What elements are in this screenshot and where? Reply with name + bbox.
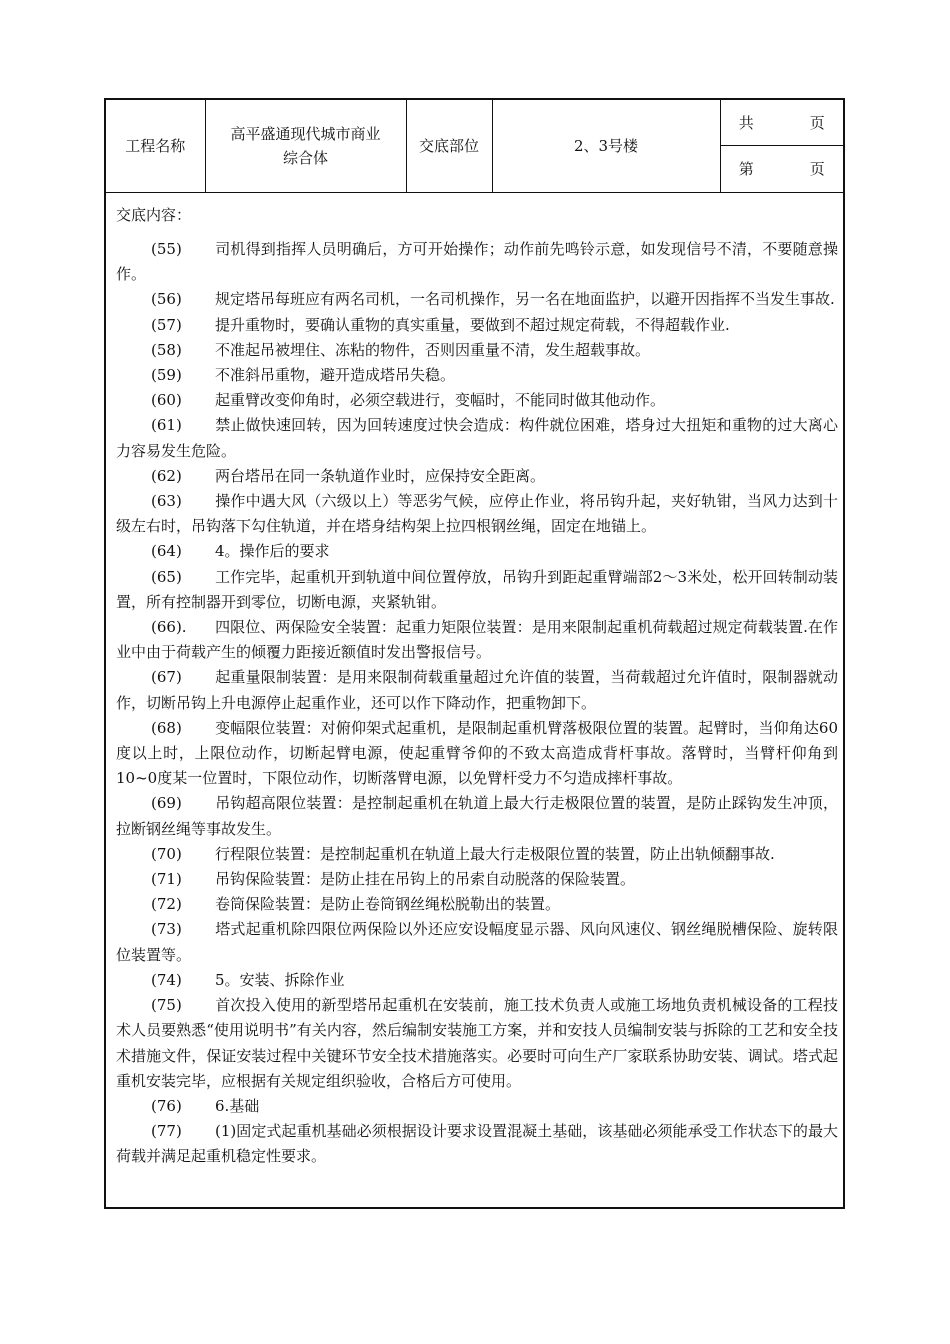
item-text: 6.基础 xyxy=(215,1096,260,1115)
item-number: (56) xyxy=(151,290,182,309)
item-text: 不准起吊被埋住、冻粘的物件，否则因重量不清，发生超载事故。 xyxy=(215,340,651,359)
item-text: 起重臂改变仰角时，必须空载进行，变幅时，不能同时做其他动作。 xyxy=(215,391,666,410)
item-text: 操作中遇大风（六级以上）等恶劣气候，应停止作业，将吊钩升起，夹好轨钳，当风力达到十级左右时，吊钩落下勾住轨道，并在塔身结构架上拉四根钢丝绳，固定在地锚上。 xyxy=(116,492,838,536)
list-item xyxy=(116,968,838,993)
list-item xyxy=(116,338,838,363)
item-number: (69) xyxy=(151,794,182,813)
list-item xyxy=(116,287,838,312)
list-item xyxy=(116,665,838,715)
location-value: 2、3号楼 xyxy=(492,100,720,193)
item-text: 两台塔吊在同一条轨道作业时，应保持安全距离。 xyxy=(215,466,546,485)
item-number: (77) xyxy=(151,1122,182,1141)
item-number: (70) xyxy=(151,844,182,863)
item-number: (62) xyxy=(151,466,182,485)
item-number: (65) xyxy=(151,567,182,586)
list-item xyxy=(116,489,838,539)
item-text: (1)固定式起重机基础必须根据设计要求设置混凝土基础，该基础必须能承受工作状态下的最大荷载并满足起重机稳定性要求。 xyxy=(116,1122,838,1166)
item-number: (55) xyxy=(151,240,182,258)
disclosure-sheet xyxy=(104,98,845,1209)
item-text: 首次投入使用的新型塔吊起重机在安装前，施工技术负责人或施工场地负责机械设备的工程技术人员要熟悉“使用说明书”有关内容，然后编制安装施工方案，并和安技人员编制安装与拆除的工艺和安全技术措施文件，保证安装过程中关键环节安全技术措施落实。必要时可向生产厂家联系协助安装、调试。塔式起重机安装完毕，应根据有关规定组织验收，合格后方可使用。 xyxy=(116,996,838,1090)
header-table xyxy=(106,100,843,193)
list-item xyxy=(116,237,838,287)
item-text: 5。安装、拆除作业 xyxy=(215,970,345,989)
item-text: 不准斜吊重物，避开造成塔吊失稳。 xyxy=(215,366,456,385)
page-number-cell: 第 页 xyxy=(720,146,843,193)
location-label: 交底部位 xyxy=(406,100,492,193)
item-number: (57) xyxy=(151,315,182,334)
item-text: 行程限位装置：是控制起重机在轨道上最大行走极限位置的装置，防止出轨倾翻事故. xyxy=(215,844,775,863)
list-item xyxy=(116,993,838,1094)
item-number: (60) xyxy=(151,391,182,410)
item-text: 司机得到指挥人员明确后，方可开始操作；动作前先鸣铃示意，如发现信号不清，不要随意操作。 xyxy=(116,240,838,284)
item-number: (76) xyxy=(151,1096,182,1115)
disclosure-content xyxy=(116,203,838,1170)
list-item xyxy=(116,615,838,665)
item-text: 工作完毕，起重机开到轨道中间位置停放，吊钩升到距起重臂端部2～3米处，松开回转制动装置，所有控制器开到零位，切断电源，夹紧轨钳。 xyxy=(116,567,838,611)
list-item xyxy=(116,413,838,463)
list-item xyxy=(116,867,838,892)
item-text: 禁止做快速回转，因为回转速度过快会造成：构件就位困难，塔身过大扭矩和重物的过大离心力容易发生危险。 xyxy=(116,416,838,460)
list-item xyxy=(116,539,838,564)
item-number: (58) xyxy=(151,340,182,359)
item-number: (64) xyxy=(151,542,182,561)
list-item xyxy=(116,1119,838,1169)
list-item xyxy=(116,1094,838,1119)
item-text: 4。操作后的要求 xyxy=(215,542,330,561)
item-number: (71) xyxy=(151,870,182,889)
item-text: 卷筒保险装置：是防止卷筒钢丝绳松脱勒出的装置。 xyxy=(215,895,561,914)
project-name-value: 高平盛通现代城市商业综合体 xyxy=(205,100,406,193)
item-text: 吊钩保险装置：是防止挂在吊钩上的吊索自动脱落的保险装置。 xyxy=(215,870,636,889)
item-number: (63) xyxy=(151,492,182,511)
item-number: (68) xyxy=(151,718,182,737)
item-number: (73) xyxy=(151,920,182,939)
item-number: (59) xyxy=(151,366,182,385)
item-text: 吊钩超高限位装置：是控制起重机在轨道上最大行走极限位置的装置，是防止踩钩发生冲顶，拉断钢丝绳等事故发生。 xyxy=(116,794,838,838)
list-item xyxy=(116,313,838,338)
item-text: 规定塔吊每班应有两名司机，一名司机操作，另一名在地面监护，以避开因指挥不当发生事故. xyxy=(215,290,835,309)
list-item xyxy=(116,464,838,489)
item-number: (61) xyxy=(151,416,182,435)
item-number: (67) xyxy=(151,668,182,687)
total-pages-cell: 共 页 xyxy=(720,100,843,146)
list-item xyxy=(116,565,838,615)
item-text: 起重量限制装置：是用来限制荷载重量超过允许值的装置，当荷载超过允许值时，限制器就动作，切断吊钩上升电源停止起重作业，还可以作下降动作，把重物卸下。 xyxy=(116,668,838,712)
item-number: (74) xyxy=(151,970,182,989)
item-number: (72) xyxy=(151,895,182,914)
item-text: 提升重物时，要确认重物的真实重量，要做到不超过规定荷载，不得超载作业. xyxy=(215,315,730,334)
item-text: 四限位、两保险安全装置：起重力矩限位装置：是用来限制起重机荷载超过规定荷载装置.在作业中由于荷载产生的倾覆力距接近额值时发出警报信号。 xyxy=(116,618,838,662)
item-text: 塔式起重机除四限位两保险以外还应安设幅度显示器、风向风速仪、钢丝绳脱槽保险、旋转限位装置等。 xyxy=(116,920,838,964)
item-number: (75) xyxy=(151,996,182,1015)
item-number: (66). xyxy=(151,618,187,637)
list-item xyxy=(116,917,838,967)
item-text: 变幅限位装置：对俯仰架式起重机，是限制起重机臂落极限位置的装置。起臂时，当仰角达60度以上时，上限位动作，切断起臂电源，使起重臂爷仰的不致太高造成背杆事故。落臂时，当臂杆仰角到10~0度某一位置时，下限位动作，切断落臂电源，以免臂杆受力不匀造成摔杆事故。 xyxy=(116,718,838,788)
content-label: 交底内容： xyxy=(116,206,192,224)
project-name-label: 工程名称 xyxy=(106,100,205,193)
list-item xyxy=(116,892,838,917)
item-list xyxy=(116,237,838,1170)
list-item xyxy=(116,363,838,388)
list-item xyxy=(116,716,838,792)
list-item xyxy=(116,388,838,413)
list-item xyxy=(116,842,838,867)
list-item xyxy=(116,791,838,841)
